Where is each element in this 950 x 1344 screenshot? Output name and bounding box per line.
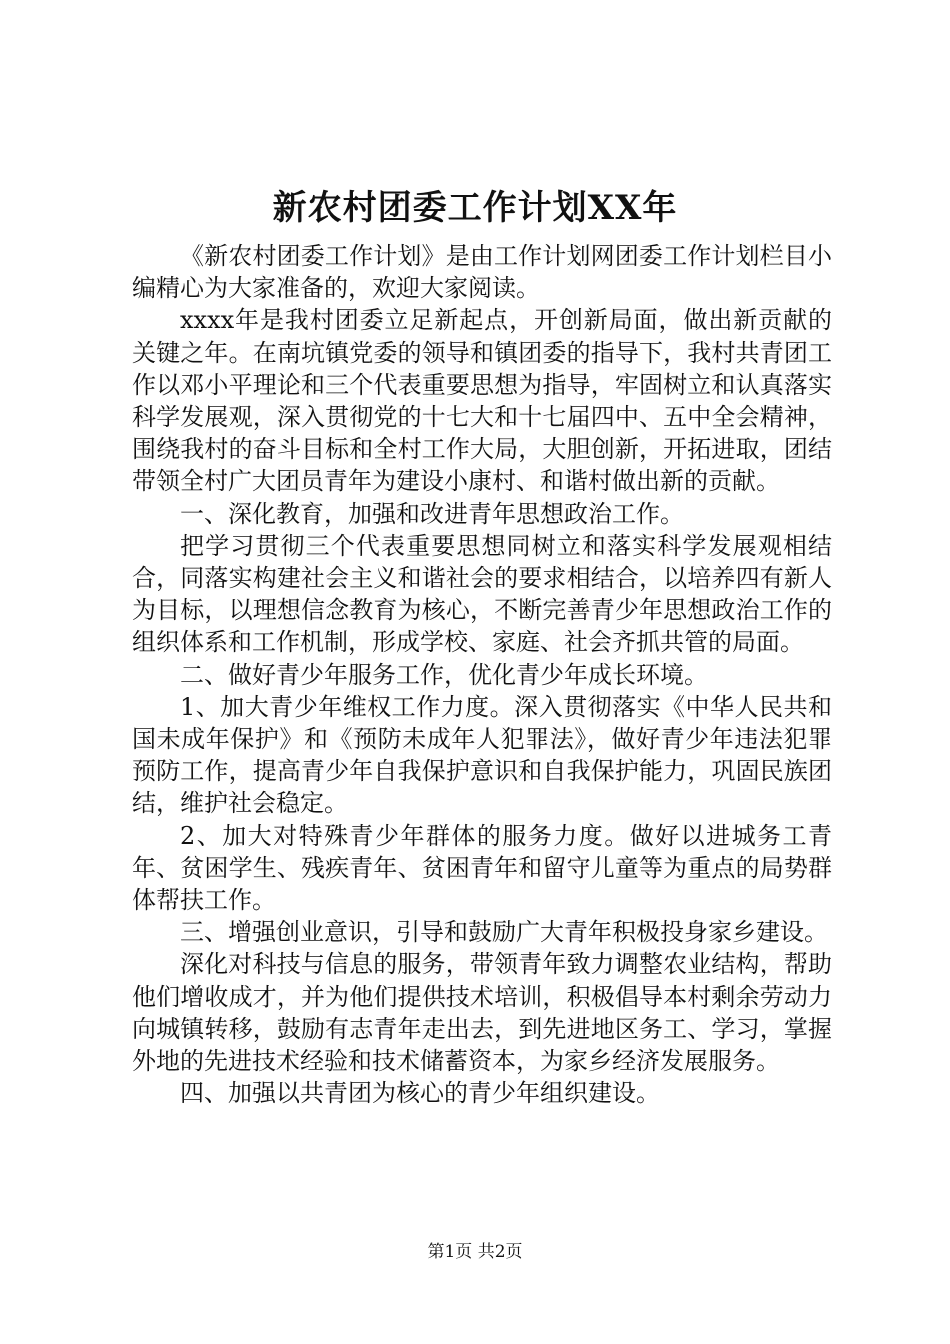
document-body bbox=[132, 240, 832, 1109]
paragraph-item-2: 2、加大对特殊青少年群体的服务力度。做好以进城务工青年、贫困学生、残疾青年、贫困青年和留守儿童等为重点的局势群体帮扶工作。 bbox=[132, 821, 832, 915]
section-heading-3: 三、增强创业意识，引导和鼓励广大青年积极投身家乡建设。 bbox=[180, 918, 828, 947]
paragraph-intro: 《新农村团委工作计划》是由工作计划网团委工作计划栏目小编精心为大家准备的，欢迎大家阅读。 bbox=[132, 242, 832, 303]
paragraph-section-3: 深化对科技与信息的服务，带领青年致力调整农业结构，帮助他们增收成才，并为他们提供技术培训，积极倡导本村剩余劳动力向城镇转移，鼓励有志青年走出去，到先进地区务工、学习，掌握外地的先进技术经验和技术储蓄资本，为家乡经济发展服务。 bbox=[132, 950, 832, 1076]
paragraph-section-1: 把学习贯彻三个代表重要思想同树立和落实科学发展观相结合，同落实构建社会主义和谐社会的要求相结合，以培养四有新人为目标，以理想信念教育为核心，不断完善青少年思想政治工作的组织体系和工作机制，形成学校、家庭、社会齐抓共管的局面。 bbox=[132, 531, 832, 657]
paragraph-overview: xxxx年是我村团委立足新起点，开创新局面，做出新贡献的关键之年。在南坑镇党委的领导和镇团委的指导下，我村共青团工作以邓小平理论和三个代表重要思想为指导，牢固树立和认真落实科学发展观，深入贯彻党的十七大和十七届四中、五中全会精神，围绕我村的奋斗目标和全村工作大局，大胆创新，开拓进取，团结带领全村广大团员青年为建设小康村、和谐村做出新的贡献。 bbox=[132, 306, 832, 496]
section-heading-2: 二、做好青少年服务工作，优化青少年成长环境。 bbox=[180, 660, 708, 689]
section-heading-1: 一、深化教育，加强和改进青年思想政治工作。 bbox=[180, 499, 684, 528]
document-title: 新农村团委工作计划XX年 bbox=[272, 188, 678, 228]
paragraph-item-1: 1、加大青少年维权工作力度。深入贯彻落实《中华人民共和国未成年保护》和《预防未成年人犯罪法》，做好青少年违法犯罪预防工作，提高青少年自我保护意识和自我保护能力，巩固民族团结，维护社会稳定。 bbox=[132, 692, 832, 818]
section-heading-4: 四、加强以共青团为核心的青少年组织建设。 bbox=[180, 1079, 660, 1108]
page-number-footer: 第1页 共2页 bbox=[427, 1242, 523, 1262]
